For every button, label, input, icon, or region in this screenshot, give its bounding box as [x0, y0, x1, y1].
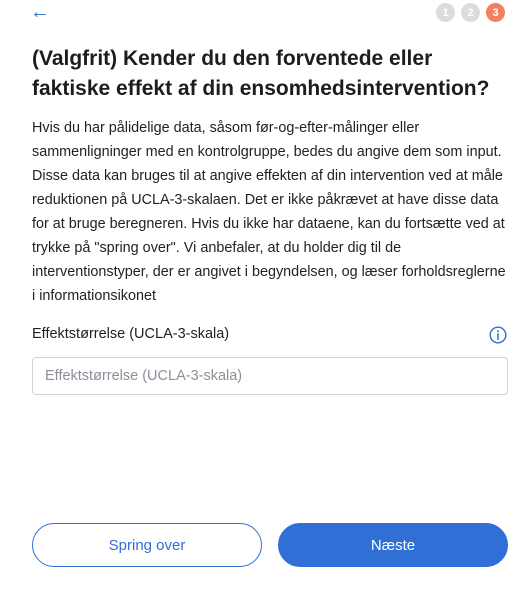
info-icon[interactable] — [489, 326, 507, 344]
page-title: (Valgfrit) Kender du den forventede eller faktiske effekt af din ensomhedsintervention? — [32, 47, 490, 100]
back-arrow-icon[interactable]: ← — [30, 1, 50, 23]
effect-size-input[interactable] — [32, 357, 508, 395]
page-description: Hvis du har pålidelige data, såsom før-og-efter-målinger eller sammenligninger med en kontrolgruppe, bedes du angive dem som input. Disse data kan bruges til at angive effekten af din intervention ved at måle reduktionen på UCLA-3-skalaen. Det er ikke påkrævet at have disse data for at bruge beregneren. Hvis du ikke har dataene, kan du fortsætte ved at trykke på "spring over". Vi anbefaler, at du holder dig til de interventionstyper, der er angivet i begyndelsen, og læser forholdsreglerne i informationsikonet — [32, 120, 506, 304]
next-button[interactable]: Næste — [278, 523, 508, 567]
effect-size-label: Effektstørrelse (UCLA-3-skala) — [32, 326, 230, 342]
step-2: 2 — [461, 3, 480, 22]
step-1: 1 — [436, 3, 455, 22]
step-3-active: 3 — [486, 3, 505, 22]
skip-button[interactable]: Spring over — [32, 523, 262, 567]
step-indicator — [436, 3, 505, 22]
